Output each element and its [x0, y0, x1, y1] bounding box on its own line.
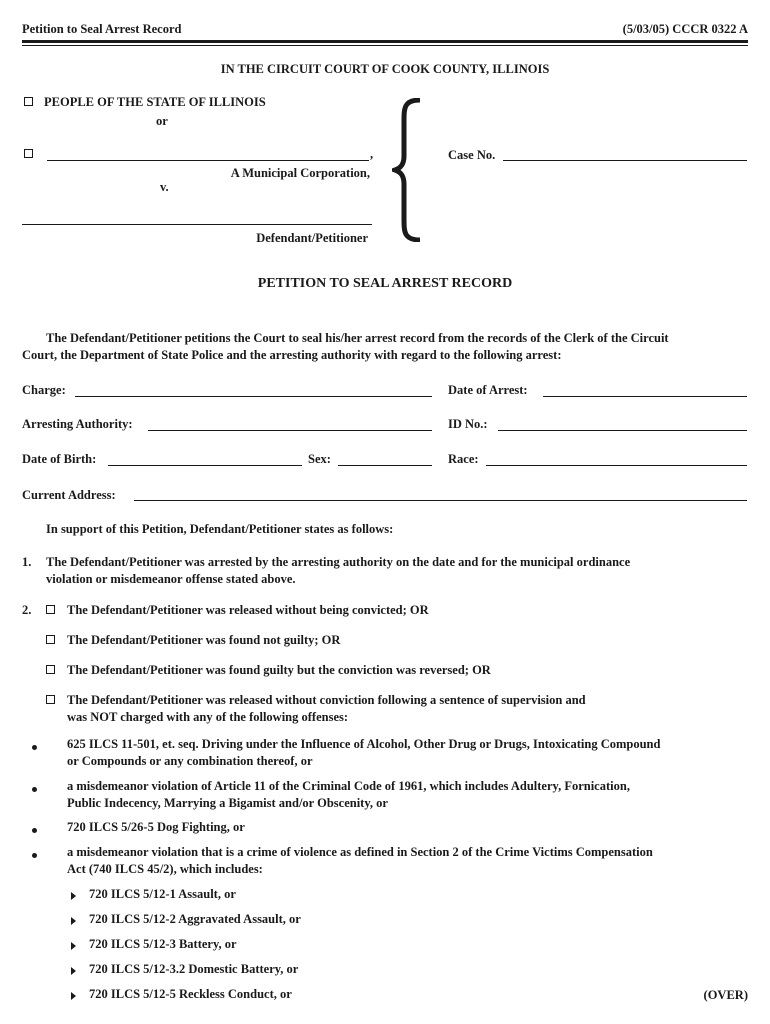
option-released-label: The Defendant/Petitioner was released without being convicted; OR: [67, 603, 429, 617]
option-supervision-checkbox[interactable]: [46, 695, 55, 704]
item-1-number: 1.: [22, 555, 32, 569]
case-number-label: Case No.: [448, 148, 496, 162]
municipality-comma: ,: [370, 147, 374, 161]
arrow-bullet-icon: [71, 992, 76, 1000]
offense-article-11-line-2: Public Indecency, Marrying a Bigamist and/or Obscenity, or: [67, 796, 388, 810]
sub-item-reckless-conduct: 720 ILCS 5/12-5 Reckless Conduct, or: [89, 987, 292, 1001]
dob-label: Date of Birth:: [22, 452, 97, 466]
case-number-field[interactable]: [503, 160, 747, 161]
form-name: Petition to Seal Arrest Record: [22, 22, 182, 36]
bullet-icon: [32, 853, 37, 858]
address-label: Current Address:: [22, 488, 116, 502]
offense-violence-line-2: Act (740 ILCS 45/2), which includes:: [67, 862, 263, 876]
date-of-arrest-field[interactable]: [543, 396, 747, 397]
arresting-authority-field[interactable]: [148, 430, 432, 431]
bullet-icon: [32, 828, 37, 833]
bullet-icon: [32, 787, 37, 792]
people-label: PEOPLE OF THE STATE OF ILLINOIS: [44, 95, 266, 109]
address-field[interactable]: [134, 500, 747, 501]
offense-article-11-line-1: a misdemeanor violation of Article 11 of the Criminal Code of 1961, which includes Adultery, Fornication,: [67, 779, 630, 793]
option-reversed-checkbox[interactable]: [46, 665, 55, 674]
item-1-line-1: The Defendant/Petitioner was arrested by the arresting authority on the date and for the municipal ordinance: [46, 555, 631, 569]
arresting-authority-label: Arresting Authority:: [22, 417, 133, 431]
option-not-guilty-label: The Defendant/Petitioner was found not guilty; OR: [67, 633, 341, 647]
or-label: or: [156, 114, 168, 128]
document-title: PETITION TO SEAL ARREST RECORD: [257, 276, 513, 291]
versus-label: v.: [160, 180, 169, 194]
option-not-guilty-checkbox[interactable]: [46, 635, 55, 644]
over-label: (OVER): [703, 988, 748, 1002]
arrow-bullet-icon: [71, 942, 76, 950]
option-supervision-line-2: was NOT charged with any of the following offenses:: [67, 710, 349, 724]
caption-brace-icon: [392, 98, 428, 242]
sex-label: Sex:: [308, 452, 331, 466]
sub-item-battery: 720 ILCS 5/12-3 Battery, or: [89, 937, 237, 951]
bullet-icon: [32, 745, 37, 750]
offense-dui-line-2: or Compounds or any combination thereof, or: [67, 754, 313, 768]
item-2-number: 2.: [22, 603, 32, 617]
id-no-label: ID No.:: [448, 417, 488, 431]
offense-violence-line-1: a misdemeanor violation that is a crime of violence as defined in Section 2 of the Crime Victims Compensation: [67, 845, 653, 859]
arrow-bullet-icon: [71, 892, 76, 900]
municipality-checkbox[interactable]: [24, 149, 33, 158]
charge-field[interactable]: [75, 396, 432, 397]
sub-item-assault: 720 ILCS 5/12-1 Assault, or: [89, 887, 236, 901]
offense-dog-fighting: 720 ILCS 5/26-5 Dog Fighting, or: [67, 820, 245, 834]
court-title: IN THE CIRCUIT COURT OF COOK COUNTY, ILLINOIS: [220, 62, 550, 76]
dob-field[interactable]: [108, 465, 302, 466]
sub-item-domestic-battery: 720 ILCS 5/12-3.2 Domestic Battery, or: [89, 962, 299, 976]
municipal-corporation-label: A Municipal Corporation,: [230, 166, 370, 180]
form-number: (5/03/05) CCCR 0322 A: [622, 22, 748, 36]
race-field[interactable]: [486, 465, 747, 466]
option-released-checkbox[interactable]: [46, 605, 55, 614]
arrow-bullet-icon: [71, 967, 76, 975]
id-no-field[interactable]: [498, 430, 747, 431]
sex-field[interactable]: [338, 465, 432, 466]
charge-label: Charge:: [22, 383, 66, 397]
intro-line-2: Court, the Department of State Police and the arresting authority with regard to the following arrest:: [22, 348, 562, 362]
intro-line-1: The Defendant/Petitioner petitions the Court to seal his/her arrest record from the records of the Clerk of the Circuit: [46, 331, 669, 345]
option-reversed-label: The Defendant/Petitioner was found guilty but the conviction was reversed; OR: [67, 663, 491, 677]
header-rule-thin: [22, 45, 748, 46]
defendant-petitioner-label: Defendant/Petitioner: [256, 231, 368, 245]
offense-dui-line-1: 625 ILCS 11-501, et. seq. Driving under the Influence of Alcohol, Other Drug or Drugs, Intoxicating Compound: [67, 737, 661, 751]
header-rule-thick: [22, 40, 748, 43]
race-label: Race:: [448, 452, 479, 466]
municipality-name-field[interactable]: [47, 160, 369, 161]
sub-item-aggravated-assault: 720 ILCS 5/12-2 Aggravated Assault, or: [89, 912, 301, 926]
date-of-arrest-label: Date of Arrest:: [448, 383, 528, 397]
item-1-line-2: violation or misdemeanor offense stated above.: [46, 572, 296, 586]
people-checkbox[interactable]: [24, 97, 33, 106]
defendant-name-field[interactable]: [22, 224, 372, 225]
option-supervision-line-1: The Defendant/Petitioner was released without conviction following a sentence of supervision and: [67, 693, 586, 707]
support-statement: In support of this Petition, Defendant/Petitioner states as follows:: [46, 522, 394, 536]
arrow-bullet-icon: [71, 917, 76, 925]
